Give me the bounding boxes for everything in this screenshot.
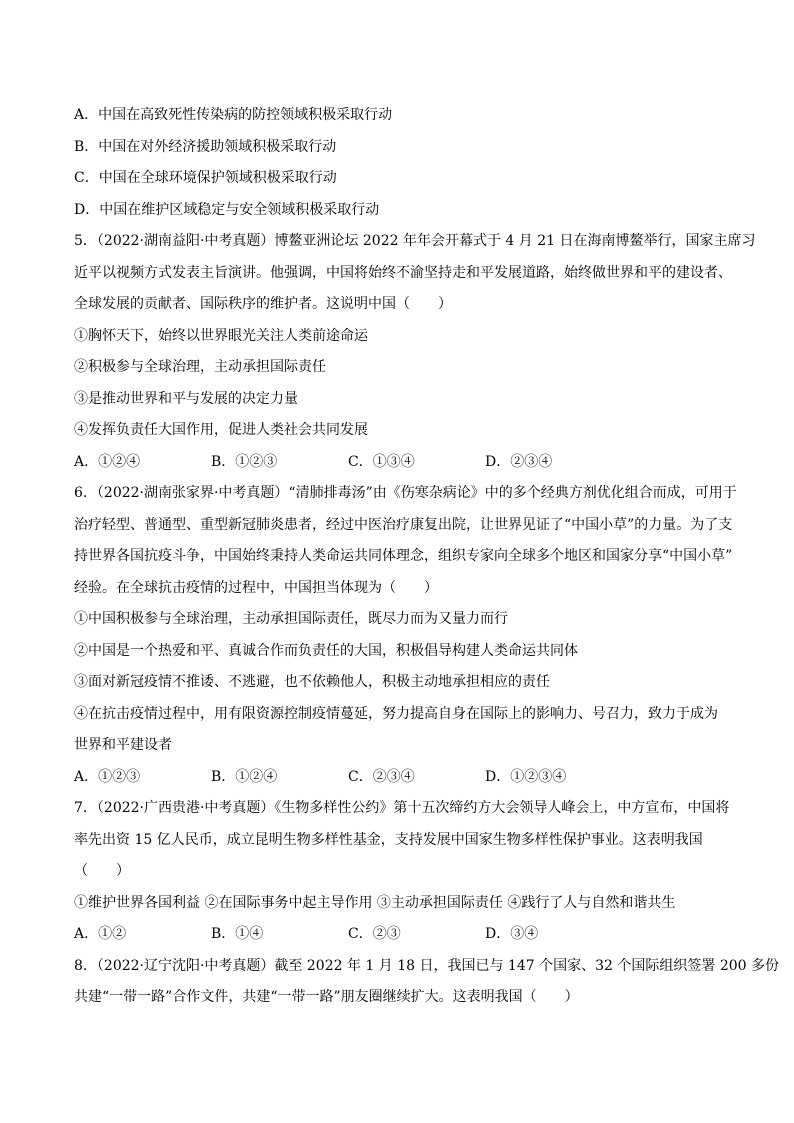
question-6-stem-line-1: 6．（2022·湖南张家界·中考真题）“清肺排毒汤”由《伤寒杂病论》中的多个经典方剂优化组合而成，可用于 bbox=[74, 485, 737, 501]
question-8-stem-line-1: 8．（2022·辽宁沈阳·中考真题）截至 2022 年 1 月 18 日，我国已与 147 个国家、32 个国际组织签署 200 多份 bbox=[74, 957, 779, 974]
option-b: B．中国在对外经济援助领域积极采取行动 bbox=[74, 138, 337, 155]
question-7-options bbox=[74, 919, 724, 951]
option-c: C．②③④ bbox=[348, 768, 415, 785]
option-c: C．①③④ bbox=[348, 453, 415, 470]
question-7-stem-line-3: （ ） bbox=[74, 863, 130, 879]
option-d: D．②③④ bbox=[485, 453, 553, 470]
option-b: B．①②③ bbox=[211, 453, 278, 470]
option-c: C．中国在全球环境保护领域积极采取行动 bbox=[74, 170, 337, 186]
option-a: A．中国在高致死性传染病的防控领域积极采取行动 bbox=[74, 107, 393, 123]
option-b: B．①②④ bbox=[211, 768, 278, 785]
question-5-options bbox=[74, 447, 724, 479]
statement-3: ③面对新冠疫情不推诿、不逃避，也不依赖他人，积极主动地承担相应的责任 bbox=[74, 674, 550, 690]
question-7 bbox=[74, 793, 730, 951]
option-d: D．中国在维护区域稳定与安全领域积极采取行动 bbox=[74, 201, 380, 218]
statement-3: ③是推动世界和平与发展的决定力量 bbox=[74, 390, 298, 407]
question-6-stem-line-4: 经验。在全球抗击疫情的过程中，中国担当体现为（ ） bbox=[74, 579, 438, 596]
option-b: B．①④ bbox=[211, 926, 264, 942]
question-5-stem-line-1: 5．（2022·湖南益阳·中考真题）博鳌亚洲论坛 2022 年年会开幕式于 4 月 21 日在海南博鳌举行，国家主席习 bbox=[74, 233, 756, 249]
statement-2: ②积极参与全球治理，主动承担国际责任 bbox=[74, 359, 326, 375]
option-a: A．①②③ bbox=[74, 768, 141, 785]
question-7-statements: ①维护世界各国利益 ②在国际事务中起主导作用 ③主动承担国际责任 ④践行了人与自然和谐共生 bbox=[74, 894, 676, 911]
option-d: D．③④ bbox=[485, 926, 539, 942]
option-d: D．①②③④ bbox=[485, 768, 567, 785]
question-5-stem-line-3: 全球发展的贡献者、国际秩序的维护者。这说明中国（ ） bbox=[74, 296, 452, 312]
statement-2: ②中国是一个热爱和平、真诚合作而负责任的大国，积极倡导构建人类命运共同体 bbox=[74, 642, 578, 659]
statement-4: ④在抗击疫情过程中，用有限资源控制疫情蔓延，努力提高自身在国际上的影响力、号召力，致力于成为 bbox=[74, 705, 718, 722]
question-7-stem-line-1: 7．（2022·广西贵港·中考真题）《生物多样性公约》第十五次缔约方大会领导人峰会上，中方宣布，中国将 bbox=[74, 800, 730, 816]
question-6-stem-line-2: 治疗轻型、普通型、重型新冠肺炎患者，经过中医治疗康复出院，让世界见证了“中国小草”的力量。为了支 bbox=[74, 516, 733, 533]
option-c: C．②③ bbox=[348, 926, 401, 942]
question-6-stem-line-3: 持世界各国抗疫斗争，中国始终秉持人类命运共同体理念，组织专家向全球多个地区和国家分享“中国小草” bbox=[74, 548, 733, 564]
question-5-stem-line-2: 近平以视频方式发表主旨演讲。他强调，中国将始终不渝坚持走和平发展道路，始终做世界和平的建设者、 bbox=[74, 264, 732, 281]
statement-1: ①胸怀天下，始终以世界眼光关注人类前途命运 bbox=[74, 327, 368, 344]
exam-page bbox=[74, 100, 779, 1014]
statement-1: ①中国积极参与全球治理，主动承担国际责任，既尽力而为又量力而行 bbox=[74, 611, 508, 627]
option-a: A．①② bbox=[74, 926, 127, 942]
question-8-stem-line-2: 共建“一带一路”合作文件，共建“一带一路”朋友圈继续扩大。这表明我国（ ） bbox=[74, 989, 579, 1005]
question-7-stem-line-2: 率先出资 15 亿人民币，成立昆明生物多样性基金，支持发展中国家生物多样性保护事业。这表明我国 bbox=[74, 831, 703, 848]
question-8 bbox=[74, 951, 779, 1014]
statement-4-continued: 世界和平建设者 bbox=[74, 737, 172, 753]
question-6-options bbox=[74, 762, 724, 794]
question-5 bbox=[74, 226, 756, 478]
question-4-options bbox=[74, 100, 724, 226]
question-6 bbox=[74, 478, 737, 793]
statement-4: ④发挥负责任大国作用，促进人类社会共同发展 bbox=[74, 422, 368, 438]
option-a: A．①②④ bbox=[74, 453, 141, 470]
